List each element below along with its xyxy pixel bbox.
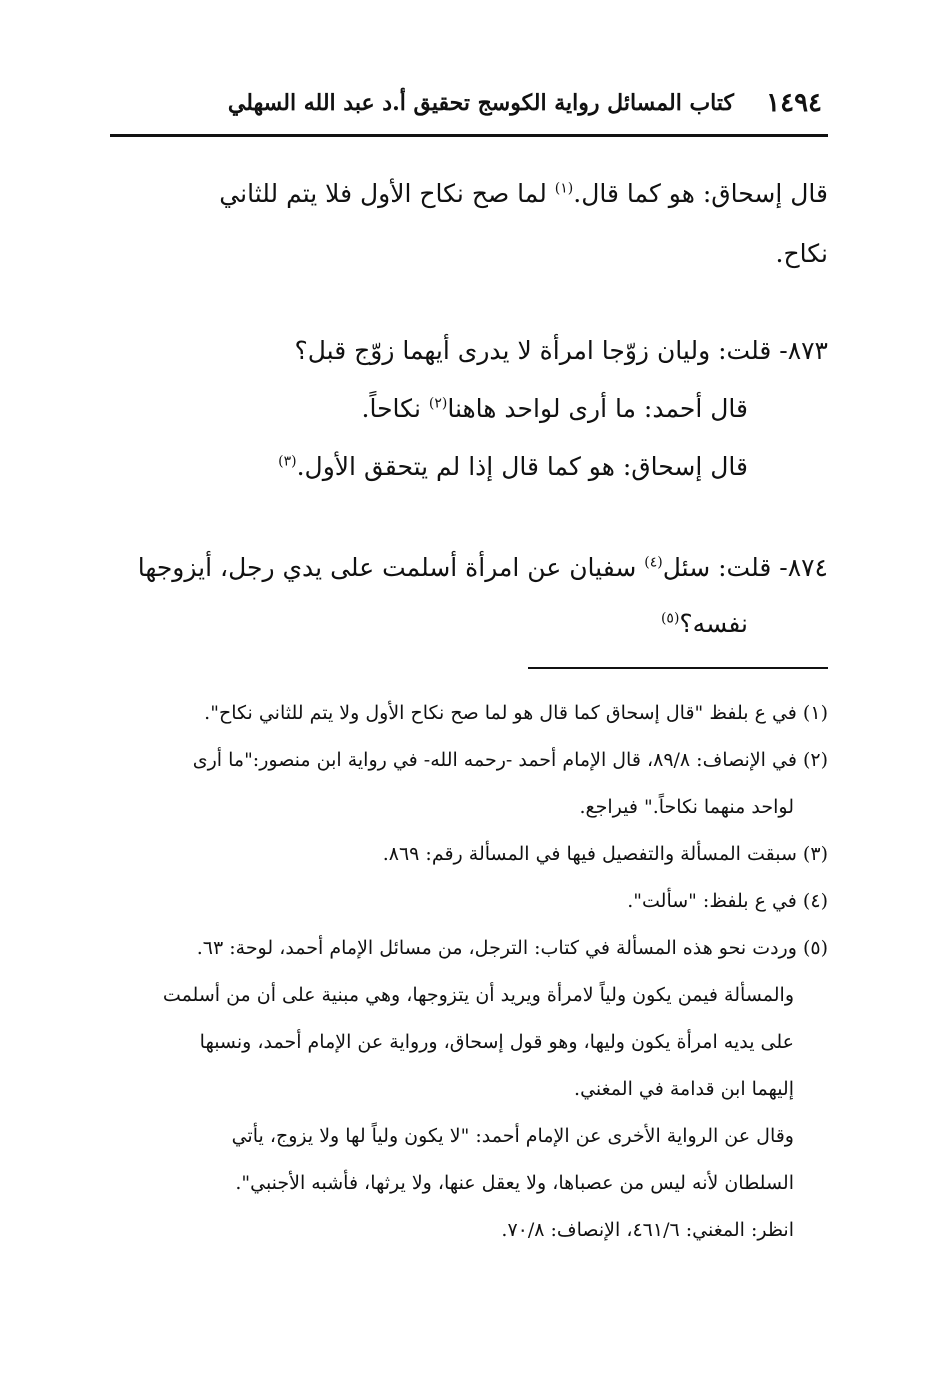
footnote-5-line: إليهما ابن قدامة في المغني. [574, 1078, 794, 1100]
header-rule [110, 134, 828, 137]
footnote-ref-1: (١) [554, 180, 574, 197]
text-span: نفسه؟ [679, 609, 748, 638]
text-span: سفيان عن امرأة أسلمت على يدي رجل، أيزوجها [137, 553, 645, 582]
footnote-ref-2: (٢) [428, 395, 448, 412]
text-span: نكاحاً. [361, 394, 429, 423]
question-line [110, 540, 828, 596]
running-title: كتاب المسائل رواية الكوسج تحقيق أ.د عبد الله السهلي [227, 90, 734, 116]
footnotes [110, 690, 828, 1254]
question-text: ٨٧٣- قلت: وليان زوّجا امرأة لا يدرى أيهما زوّج قبل؟ [294, 336, 828, 365]
footnote-5: (٥) وردت نحو هذه المسألة في كتاب: الترجل، من مسائل الإمام أحمد، لوحة: ٦٣. [196, 937, 828, 959]
footnote-5-line: والمسألة فيمن يكون ولياً لامرأة ويريد أن يتزوجها، وهي مبنية على أن من أسلمت [162, 984, 794, 1006]
answer-ishaq [110, 438, 828, 496]
text-span: ٨٧٤- قلت: سئل [662, 553, 828, 582]
text-span: قال إسحاق: هو كما قال إذا لم يتحقق الأول. [296, 452, 748, 481]
page-header [110, 88, 822, 128]
text-span: لما صح نكاح الأول فلا يتم للثاني [219, 179, 555, 208]
paragraph-line [110, 164, 828, 224]
answer-ahmad [110, 380, 828, 438]
footnote-separator [528, 667, 828, 669]
paragraph-line: نكاح. [775, 239, 828, 268]
paragraph-ishaq-opinion [110, 164, 828, 284]
question-874 [110, 540, 828, 652]
footnote-4: (٤) في ع بلفظ: "سألت". [627, 890, 828, 912]
question-873 [110, 322, 828, 496]
footnote-5-line: وقال عن الرواية الأخرى عن الإمام أحمد: "لا يكون ولياً لها ولا يزوج، يأتي [231, 1125, 794, 1147]
footnote-5-line: على يديه امرأة يكون وليها، وهو قول إسحاق، ورواية عن الإمام أحمد، ونسبها [199, 1031, 794, 1053]
text-span: قال أحمد: ما أرى لواحد هاهنا [447, 394, 748, 423]
footnote-5-line: السلطان لأنه ليس من عصباها، ولا يعقل عنها، ولا يرثها، فأشبه الأجنبي". [235, 1172, 794, 1194]
footnote-ref-5: (٥) [660, 610, 680, 627]
footnote-ref-4: (٤) [644, 554, 663, 571]
footnote-5-line: انظر: المغني: ٤٦١/٦، الإنصاف: ٧٠/٨. [501, 1219, 794, 1241]
text-span: قال إسحاق: هو كما قال. [573, 179, 828, 208]
footnote-3: (٣) سبقت المسألة والتفصيل فيها في المسألة رقم: ٨٦٩. [382, 843, 828, 865]
footnote-ref-3: (٣) [278, 453, 297, 470]
footnote-1: (١) في ع بلفظ "قال إسحاق كما قال هو لما صح نكاح الأول ولا يتم للثاني نكاح". [204, 702, 828, 724]
footnote-2: (٢) في الإنصاف: ٨٩/٨، قال الإمام أحمد -رحمه الله- في رواية ابن منصور:"ما أرى [192, 749, 828, 771]
page-number: ١٤٩٤ [766, 88, 822, 118]
question-line [110, 596, 828, 652]
footnote-2-cont: لواحد منهما نكاحاً." فيراجع. [579, 796, 794, 818]
